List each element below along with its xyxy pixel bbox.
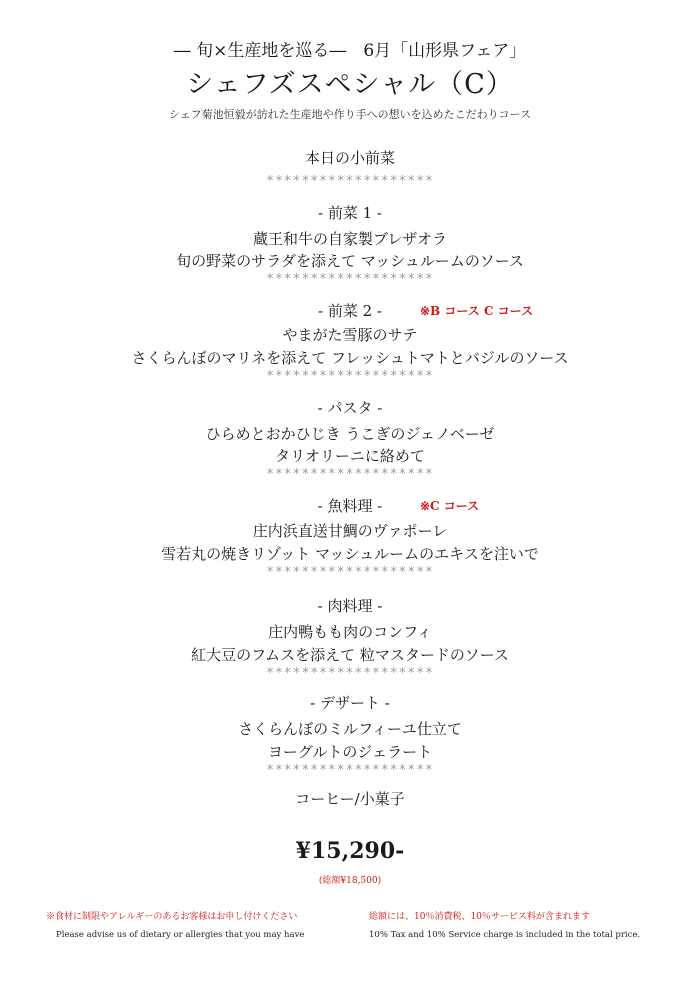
section-heading-dessert: - デザート - xyxy=(310,694,390,712)
menu-subtitle: シェフ菊池恒毅が訪れた生産地や作り手への想いを込めたこだわりコース xyxy=(168,108,532,121)
tax-notice-jp: 総額には、10％消費税、10％サービス料が含まれます xyxy=(369,912,590,922)
dish-line: タリオリーニに絡めて xyxy=(275,447,425,465)
separator: ******************* xyxy=(266,467,434,482)
coffee-line: コーヒー/小菓子 xyxy=(295,790,405,808)
section-heading-pasta: - パスタ - xyxy=(317,399,383,417)
course-total-price: (総額¥18,500) xyxy=(318,876,382,886)
fair-line: ― 旬×生産地を巡る― 6月「山形県フェア」 xyxy=(173,41,527,61)
course-price: ¥15,290- xyxy=(295,838,405,864)
dish-line: 旬の野菜のサラダを添えて マッシュルームのソース xyxy=(176,252,524,270)
course-note: ※C コース xyxy=(420,499,480,513)
course-note: ※B コース C コース xyxy=(420,304,534,318)
allergy-notice-en: Please advise us of dietary or allergies that you may have xyxy=(56,930,305,940)
dish-line: 紅大豆のフムスを添えて 粒マスタードのソース xyxy=(191,646,509,664)
allergy-notice-jp: ※食材に制限やアレルギーのあるお客様はお申し付けください xyxy=(46,912,298,922)
section-heading-fish: - 魚料理 - xyxy=(317,497,383,515)
dish-line: 蔵王和牛の自家製ブレザオラ xyxy=(252,230,448,248)
section-heading-meat: - 肉料理 - xyxy=(317,597,383,615)
separator: ******************* xyxy=(266,369,434,384)
separator: ******************* xyxy=(266,666,434,681)
dish-line: 庄内鴨もも肉のコンフィ xyxy=(268,623,432,641)
section-heading-appetizer-1: - 前菜 1 - xyxy=(318,204,382,222)
tax-notice-en: 10% Tax and 10% Service charge is included in the total price. xyxy=(369,930,641,940)
dish-line: さくらんぼのマリネを添えて フレッシュトマトとバジルのソース xyxy=(131,349,569,367)
dish-line: ヨーグルトのジェラート xyxy=(267,743,433,761)
separator: ******************* xyxy=(266,565,434,580)
dish-line: さくらんぼのミルフィーユ仕立て xyxy=(238,720,462,738)
dish-line: 庄内浜直送甘鯛のヴァポーレ xyxy=(252,522,448,540)
menu-title: シェフズスペシャル（C） xyxy=(186,69,514,100)
amuse-bouche: 本日の小前菜 xyxy=(304,149,395,167)
dish-line: やまがた雪豚のサテ xyxy=(282,326,418,344)
separator: ******************* xyxy=(266,763,434,778)
dish-line: ひらめとおかひじき うこぎのジェノベーゼ xyxy=(205,425,495,443)
separator: ******************* xyxy=(266,272,434,287)
dish-line: 雪若丸の焼きリゾット マッシュルームのエキスを注いで xyxy=(161,545,539,563)
section-heading-appetizer-2: - 前菜 2 - xyxy=(318,302,382,320)
separator: ******************* xyxy=(266,174,434,189)
